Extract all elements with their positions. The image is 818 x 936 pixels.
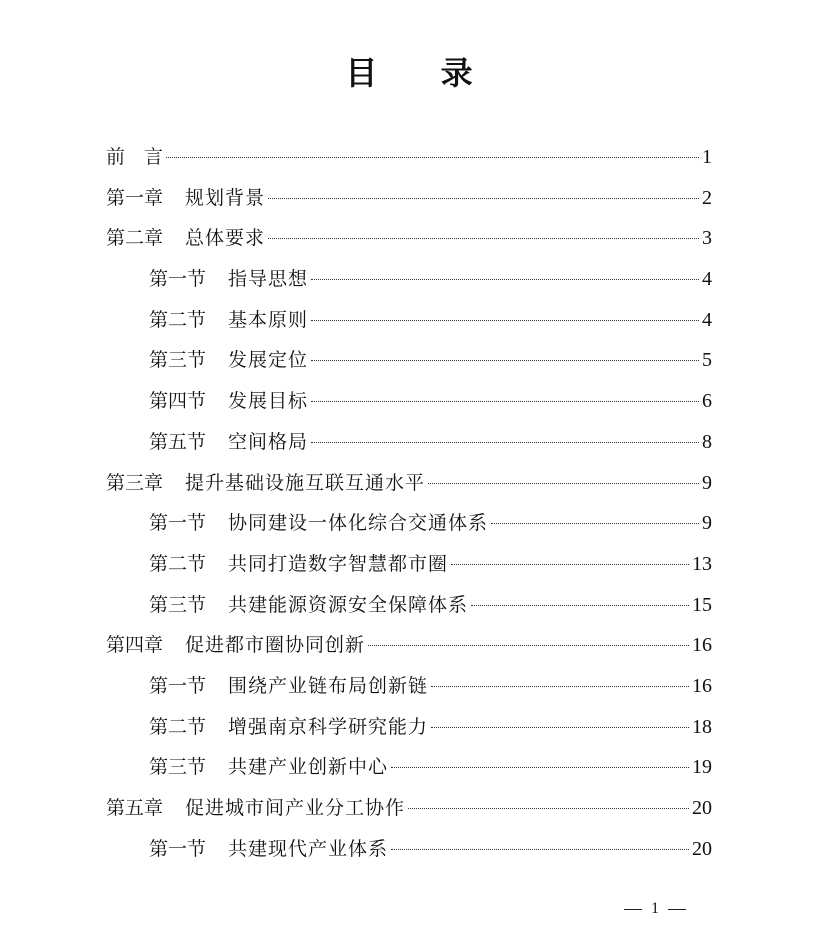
toc-section-entry[interactable]: [106, 747, 712, 788]
toc-entry-number: 第一节: [149, 512, 207, 535]
toc-entry-page: 2: [702, 186, 712, 209]
toc-entry-page: 9: [702, 512, 712, 535]
toc-entry-title: 促进城市间产业分工协作: [185, 797, 406, 819]
toc-dot-leader: [311, 442, 699, 443]
toc-dot-leader: [311, 401, 699, 402]
toc-section-entry[interactable]: [106, 300, 712, 341]
toc-entry-title: 促进都市圈协同创新: [185, 634, 366, 657]
toc-entry-number: 第三节: [149, 349, 207, 372]
toc-entry-title: 空间格局: [228, 430, 309, 453]
toc-section-entry[interactable]: [106, 829, 712, 870]
toc-entry-number: 前 言: [106, 146, 164, 168]
toc-entry-number: 第二节: [149, 308, 207, 331]
toc-entry-page: 4: [702, 308, 712, 331]
toc-entry-number: 第五节: [149, 430, 207, 453]
toc-dot-leader: [311, 320, 699, 321]
toc-entry-number: 第一节: [149, 837, 207, 860]
toc-entry-number: 第二章: [106, 227, 164, 250]
toc-entry-title: 规划背景: [185, 186, 266, 209]
toc-dot-leader: [311, 279, 699, 280]
toc-chapter-entry[interactable]: [106, 178, 712, 219]
toc-entry-title: 围绕产业链布局创新链: [228, 674, 429, 697]
toc-entry-page: 8: [702, 430, 712, 453]
toc-entry-page: 4: [702, 268, 712, 291]
toc-entry-page: 3: [702, 227, 712, 250]
toc-dot-leader: [268, 198, 699, 199]
toc-dot-leader: [408, 808, 689, 809]
toc-dot-leader: [431, 686, 689, 687]
toc-entry-page: 1: [702, 146, 712, 168]
toc-dot-leader: [391, 849, 689, 850]
toc-entry-number: 第三节: [149, 756, 207, 779]
toc-entry-number: 第一章: [106, 186, 164, 209]
toc-entry-title: 指导思想: [228, 268, 309, 291]
toc-entry-number: 第三章: [106, 471, 164, 494]
toc-entry-number: 第二节: [149, 715, 207, 738]
toc-section-entry[interactable]: [106, 422, 712, 463]
toc-entry-page: 6: [702, 390, 712, 413]
toc-entry-title: 发展目标: [228, 390, 309, 413]
toc-dot-leader: [311, 360, 699, 361]
toc-section-entry[interactable]: [106, 340, 712, 381]
toc-dot-leader: [391, 767, 689, 768]
toc-entry-page: 9: [702, 471, 712, 494]
toc-entry-number: 第三节: [149, 593, 207, 616]
footer-dash-left: [624, 909, 642, 910]
toc-entry-page: 15: [692, 593, 712, 616]
toc-entry-page: 5: [702, 349, 712, 372]
toc-dot-leader: [368, 645, 689, 646]
toc-entry-title: 总体要求: [185, 227, 266, 250]
toc-entry-page: 16: [692, 634, 712, 657]
toc-section-entry[interactable]: [106, 381, 712, 422]
toc-entry-page: 19: [692, 756, 712, 779]
toc-entry-title: 协同建设一体化综合交通体系: [228, 512, 489, 535]
toc-entry-page: 16: [692, 674, 712, 697]
toc-section-entry[interactable]: [106, 707, 712, 748]
toc-dot-leader: [491, 523, 699, 524]
toc-entry-title: 共建现代产业体系: [228, 837, 389, 860]
toc-entry-number: 第五章: [106, 797, 164, 819]
toc-entry-page: 18: [692, 715, 712, 738]
toc-entry-title: 共建能源资源安全保障体系: [228, 593, 469, 616]
toc-dot-leader: [451, 564, 689, 565]
toc-entry-page: 13: [692, 552, 712, 575]
footer-page-number: 1: [651, 900, 659, 917]
toc-chapter-entry[interactable]: [106, 788, 712, 829]
toc-entry-number: 第二节: [149, 552, 207, 575]
toc-entry-title: 基本原则: [228, 308, 309, 331]
toc-chapter-entry[interactable]: [106, 137, 712, 178]
page-title: 目 录: [345, 54, 499, 92]
toc-section-entry[interactable]: [106, 503, 712, 544]
table-of-contents: [106, 137, 712, 869]
toc-entry-page: 20: [692, 837, 712, 860]
page-footer: [624, 900, 686, 918]
toc-entry-title: 发展定位: [228, 349, 309, 372]
toc-chapter-entry[interactable]: [106, 625, 712, 666]
toc-dot-leader: [428, 483, 699, 484]
toc-section-entry[interactable]: [106, 259, 712, 300]
toc-section-entry[interactable]: [106, 585, 712, 626]
toc-entry-page: 20: [692, 797, 712, 819]
toc-entry-title: 增强南京科学研究能力: [228, 715, 429, 738]
toc-chapter-entry[interactable]: [106, 218, 712, 259]
toc-dot-leader: [471, 605, 689, 606]
toc-dot-leader: [268, 238, 699, 239]
footer-dash-right: [668, 909, 686, 910]
toc-section-entry[interactable]: [106, 666, 712, 707]
toc-dot-leader: [431, 727, 689, 728]
toc-section-entry[interactable]: [106, 544, 712, 585]
toc-chapter-entry[interactable]: [106, 463, 712, 504]
toc-dot-leader: [166, 157, 699, 158]
toc-entry-title: 提升基础设施互联互通水平: [185, 471, 426, 494]
toc-entry-number: 第一节: [149, 674, 207, 697]
toc-entry-number: 第四节: [149, 390, 207, 413]
toc-entry-title: 共同打造数字智慧都市圈: [228, 552, 449, 575]
toc-entry-number: 第四章: [106, 634, 164, 657]
toc-entry-number: 第一节: [149, 268, 207, 291]
toc-entry-title: 共建产业创新中心: [228, 756, 389, 779]
